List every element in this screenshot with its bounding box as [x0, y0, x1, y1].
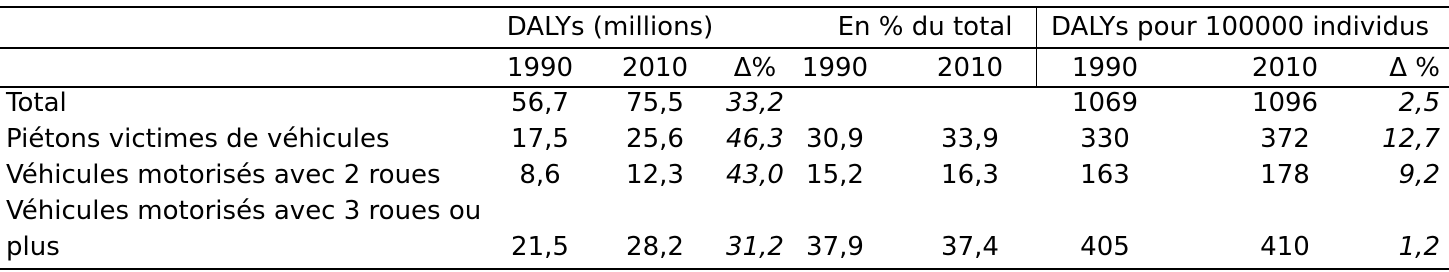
table-cell: 33,2 — [726, 88, 784, 118]
subheader-delta-a: Δ% — [733, 53, 777, 83]
row-label-3-roues-line2: plus — [6, 232, 60, 262]
table-cell: 178 — [1260, 160, 1310, 190]
table-cell: 43,0 — [726, 160, 784, 190]
table-cell: 25,6 — [626, 124, 684, 154]
top-rule — [0, 6, 1449, 8]
table-cell — [795, 85, 875, 121]
table-cell: 15,2 — [806, 160, 864, 190]
table-cell: 17,5 — [511, 124, 569, 154]
row-label-3-roues-line1: Véhicules motorisés avec 3 roues ou — [6, 196, 482, 226]
bottom-rule — [0, 268, 1449, 270]
table-cell: 1,2 — [1398, 232, 1440, 262]
table-cell — [930, 85, 1010, 121]
table-cell: 12,3 — [626, 160, 684, 190]
header-dalys-per-100000: DALYs pour 100000 individus — [1050, 12, 1429, 42]
subheader-2010-b: 2010 — [936, 53, 1004, 83]
subheader-2010-a: 2010 — [621, 53, 689, 83]
table-cell: 163 — [1080, 160, 1130, 190]
table-cell: 16,3 — [941, 160, 999, 190]
header-rule — [0, 47, 1449, 49]
subheader-1990-a: 1990 — [506, 53, 574, 83]
table-cell: 9,2 — [1398, 160, 1440, 190]
table-cell: 372 — [1260, 124, 1310, 154]
table-cell: 37,9 — [806, 232, 864, 262]
header-percent-total: En % du total — [837, 12, 1013, 42]
table-cell: 1096 — [1251, 88, 1319, 118]
table-cell: 405 — [1080, 232, 1130, 262]
table-cell: 33,9 — [941, 124, 999, 154]
table-cell: 31,2 — [726, 232, 784, 262]
table-cell: 46,3 — [726, 124, 784, 154]
header-dalys-millions: DALYs (millions) — [506, 12, 714, 42]
table-cell: 30,9 — [806, 124, 864, 154]
subheader-1990-c: 1990 — [1071, 53, 1139, 83]
table-cell: 410 — [1260, 232, 1310, 262]
table-cell: 2,5 — [1398, 88, 1440, 118]
table-cell: 1069 — [1071, 88, 1139, 118]
subheader-delta-c: Δ % — [1389, 53, 1440, 83]
table-cell: 8,6 — [519, 160, 561, 190]
table-cell: 56,7 — [511, 88, 569, 118]
table-cell: 330 — [1080, 124, 1130, 154]
table-cell: 21,5 — [511, 232, 569, 262]
group-separator — [1036, 6, 1037, 86]
row-label-total: Total — [6, 88, 67, 118]
row-label-2-roues: Véhicules motorisés avec 2 roues — [6, 160, 441, 190]
table-cell: 37,4 — [941, 232, 999, 262]
table-cell: 28,2 — [626, 232, 684, 262]
subheader-2010-c: 2010 — [1251, 53, 1319, 83]
table-cell: 75,5 — [626, 88, 684, 118]
subheader-1990-b: 1990 — [801, 53, 869, 83]
table-cell: 12,7 — [1382, 124, 1440, 154]
row-label-pietons: Piétons victimes de véhicules — [6, 124, 390, 154]
